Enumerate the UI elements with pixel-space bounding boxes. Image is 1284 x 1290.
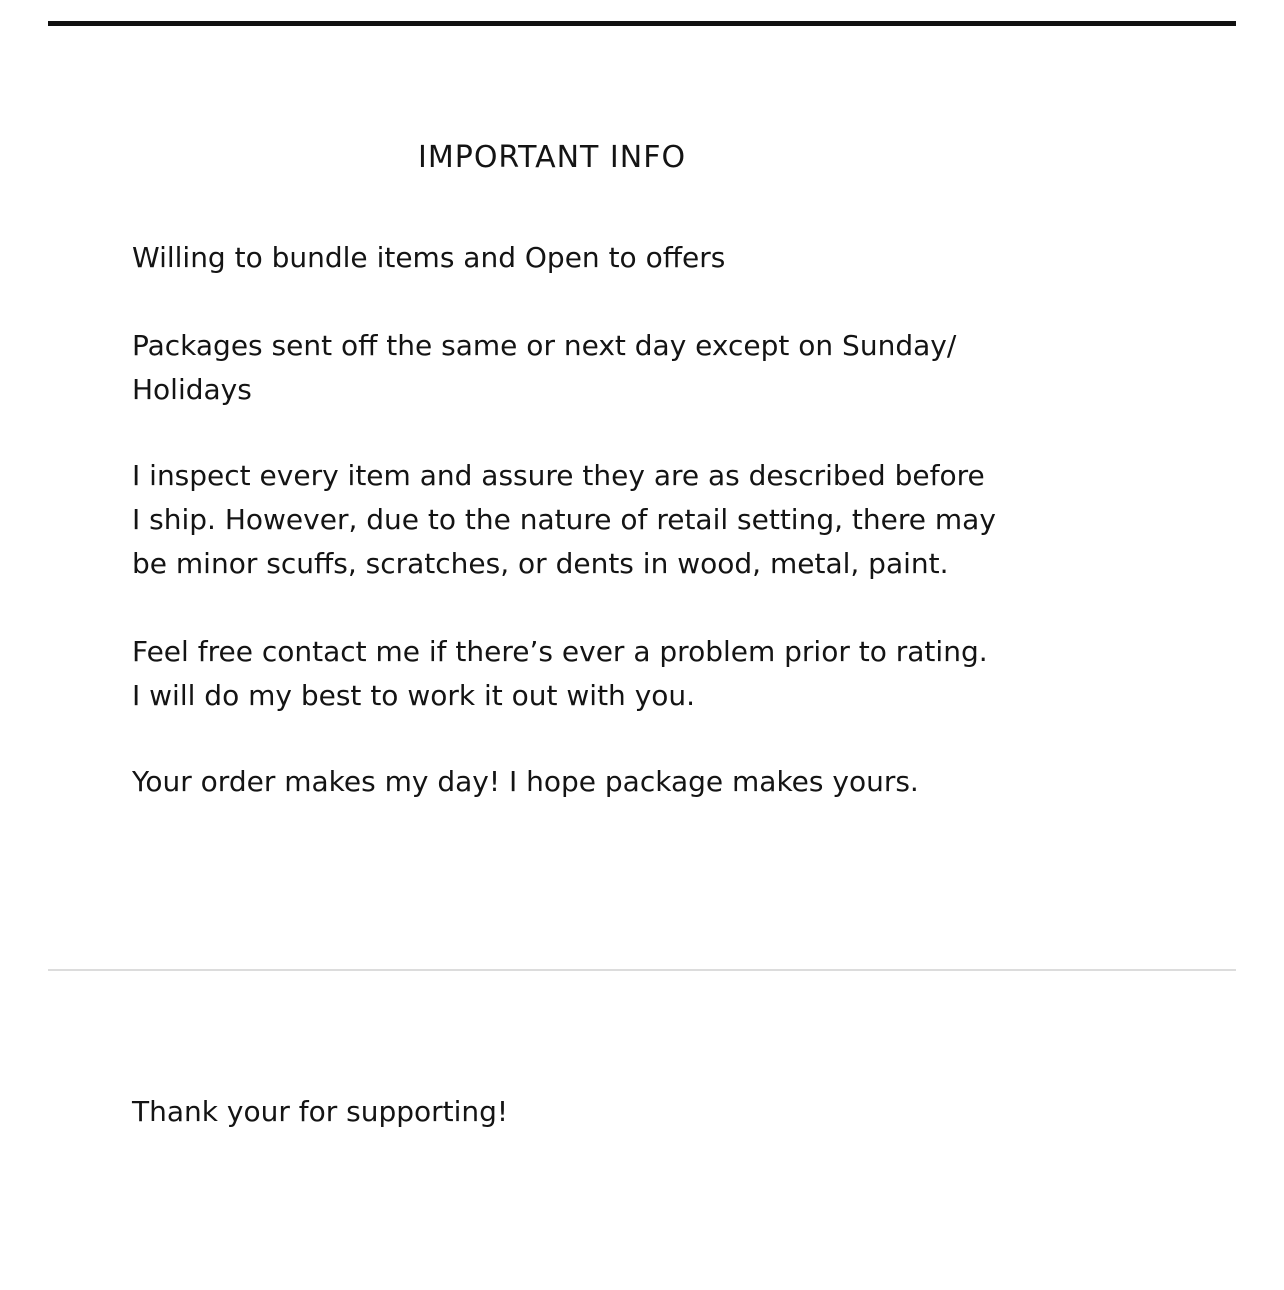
paragraph-order-message xyxy=(132,760,919,804)
paragraph-shipping-schedule xyxy=(132,324,956,412)
paragraph-line: I will do my best to work it out with you. xyxy=(132,679,696,712)
section-divider xyxy=(48,969,1236,971)
paragraph-line: Your order makes my day! I hope package makes yours. xyxy=(132,765,919,798)
paragraph-line: I ship. However, due to the nature of retail setting, there may xyxy=(132,503,996,536)
page-title: IMPORTANT INFO xyxy=(418,140,687,175)
paragraph-contact xyxy=(132,630,988,718)
closing-thanks: Thank your for supporting! xyxy=(132,1095,509,1128)
paragraph-line: Packages sent off the same or next day except on Sunday/ xyxy=(132,329,957,362)
paragraph-line: Feel free contact me if there’s ever a problem prior to rating. xyxy=(132,635,988,668)
paragraph-line: Willing to bundle items and Open to offers xyxy=(132,241,726,274)
paragraph-bundle-offers xyxy=(132,236,725,280)
paragraph-line: Holidays xyxy=(132,373,252,406)
top-divider xyxy=(48,21,1236,26)
paragraph-line: be minor scuffs, scratches, or dents in wood, metal, paint. xyxy=(132,547,949,580)
paragraph-inspection xyxy=(132,454,996,586)
paragraph-line: I inspect every item and assure they are as described before xyxy=(132,459,985,492)
